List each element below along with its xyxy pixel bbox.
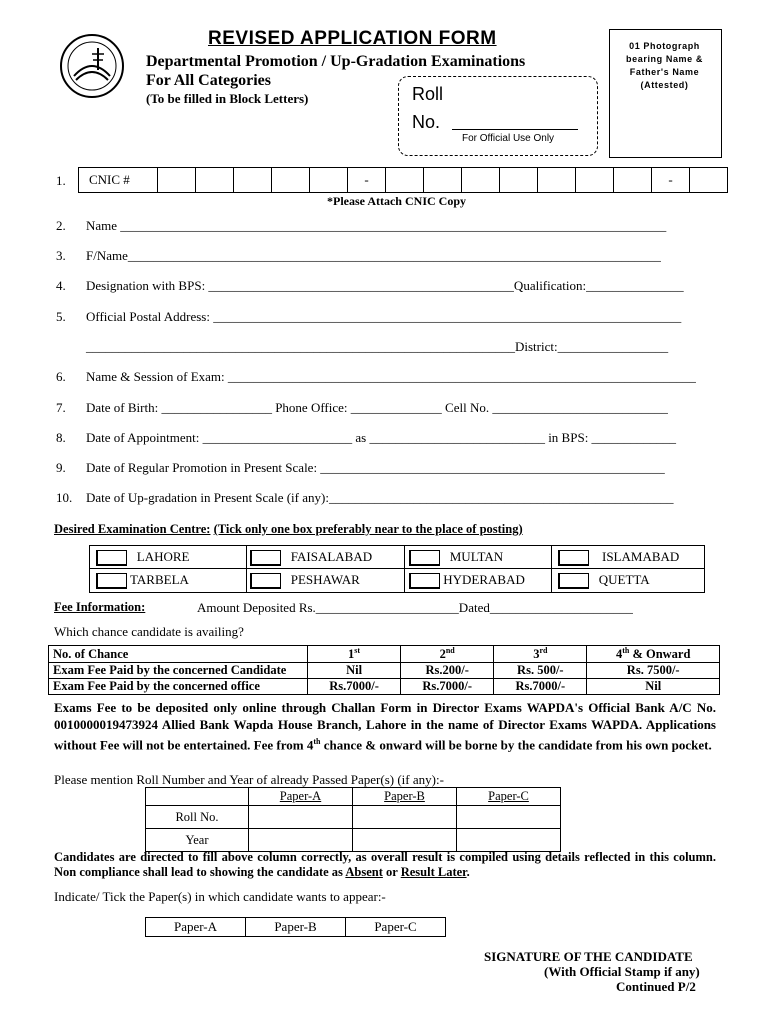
fee-header-3rd: 3rd <box>494 646 587 663</box>
district-field[interactable]: __________________________________________________________________District:_________________ <box>86 339 669 354</box>
cnic-digit[interactable] <box>462 168 500 193</box>
table-cell: Rs.7000/- <box>401 679 494 695</box>
input-cell[interactable] <box>249 829 353 852</box>
fee-notice: Exams Fee to be deposited only online through Challan Form in Director Exams WAPDA's Official Bank A/C No. 0010000019473924 Allied Bank Wapda House Branch, Lahore in the name of Director Exams WAPDA. Applications without Fee will not be entertained. Fee from 4th chance & onward will be borne by the candidate from his own pocket. <box>54 700 716 753</box>
field-number: 2. <box>56 218 66 233</box>
input-cell[interactable] <box>249 806 353 829</box>
checkbox-icon[interactable] <box>96 573 127 589</box>
form-instruction: (To be filled in Block Letters) <box>146 91 309 106</box>
checkbox-icon[interactable] <box>558 550 589 566</box>
fee-header-chance: No. of Chance <box>49 646 308 663</box>
centre-label: QUETTA <box>598 572 650 587</box>
paper-b-option[interactable]: Paper-B <box>246 918 346 937</box>
cnic-digit[interactable] <box>576 168 614 193</box>
paper-a-option[interactable]: Paper-A <box>146 918 246 937</box>
centre-label: PESHAWAR <box>290 572 360 587</box>
checkbox-icon[interactable] <box>409 550 440 566</box>
checkbox-icon[interactable] <box>409 573 440 589</box>
field-number: 7. <box>56 400 66 415</box>
centre-tarbela[interactable] <box>96 572 189 589</box>
cnic-label: CNIC # <box>79 168 158 193</box>
table-cell: Rs. 7500/- <box>587 663 720 679</box>
form-subtitle: Departmental Promotion / Up-Gradation Examinations <box>146 53 526 70</box>
field-number: 10. <box>56 490 73 505</box>
form-title: REVISED APPLICATION FORM <box>208 28 497 49</box>
cnic-digit[interactable] <box>690 168 728 193</box>
wapda-logo <box>60 34 124 98</box>
fee-header-4th: 4th & Onward <box>587 646 720 663</box>
table-header: Paper-C <box>457 788 561 806</box>
checkbox-icon[interactable] <box>250 573 281 589</box>
directive-notice: Candidates are directed to fill above column correctly, as overall result is compiled using details reflected in this column. Non compliance shall lead to showing the candidate as Absent or Result Later. <box>54 850 716 879</box>
input-cell[interactable] <box>457 829 561 852</box>
centre-heading <box>54 522 523 537</box>
field-number: 9. <box>56 460 66 475</box>
table-cell: Rs.200/- <box>401 663 494 679</box>
photo-line-3: Father's Name <box>629 67 700 77</box>
table-row <box>146 829 561 852</box>
fee-header-1st: 1st <box>308 646 401 663</box>
input-cell[interactable] <box>353 829 457 852</box>
centre-label: MULTAN <box>449 549 504 564</box>
centre-label: HYDERABAD <box>443 572 525 587</box>
amount-deposited-field[interactable]: Amount Deposited Rs.______________________Dated______________________ <box>197 600 633 615</box>
table-row <box>146 788 561 806</box>
fee-info-label: Fee Information: <box>54 600 146 614</box>
field-number: 8. <box>56 430 66 445</box>
centre-hyderabad[interactable] <box>409 572 525 589</box>
birth-phone-cell-field[interactable]: Date of Birth: _________________ Phone Office: ______________ Cell No. ___________________________ <box>86 400 668 415</box>
table-header: Paper-A <box>249 788 353 806</box>
centre-peshawar[interactable] <box>250 572 360 589</box>
table-row <box>49 646 720 663</box>
name-field[interactable]: Name ____________________________________________________________________________________ <box>86 218 667 233</box>
table-cell: Rs.7000/- <box>494 679 587 695</box>
continued-note: Continued P/2 <box>616 979 696 994</box>
centre-label: LAHORE <box>136 549 190 564</box>
centre-label: TARBELA <box>130 572 189 587</box>
paper-c-option[interactable]: Paper-C <box>346 918 446 937</box>
field-number: 3. <box>56 248 66 263</box>
cnic-dash: - <box>348 168 386 193</box>
photograph-instruction <box>612 40 717 92</box>
field-number: 4. <box>56 278 66 293</box>
official-use-note: For Official Use Only <box>462 133 555 144</box>
centre-multan[interactable] <box>409 549 503 566</box>
regular-promotion-field[interactable]: Date of Regular Promotion in Present Scale: _____________________________________________________ <box>86 460 665 475</box>
table-cell <box>146 788 249 806</box>
cnic-digit[interactable] <box>386 168 424 193</box>
centre-label: ISLAMABAD <box>602 549 680 564</box>
cnic-digit[interactable] <box>234 168 272 193</box>
upgradation-field[interactable]: Date of Up-gradation in Present Scale (if any):_____________________________________________________ <box>86 490 674 505</box>
table-cell: Nil <box>308 663 401 679</box>
appointment-field[interactable]: Date of Appointment: _______________________ as ___________________________ in BPS: _____________ <box>86 430 677 445</box>
table-cell: Exam Fee Paid by the concerned office <box>49 679 308 695</box>
checkbox-icon[interactable] <box>558 573 589 589</box>
stamp-note: (With Official Stamp if any) <box>544 964 700 979</box>
centre-label: FAISALABAD <box>290 549 373 564</box>
row-label: Roll No. <box>146 806 249 829</box>
cnic-digit[interactable] <box>614 168 652 193</box>
cnic-digit[interactable] <box>424 168 462 193</box>
cnic-note: *Please Attach CNIC Copy <box>327 194 466 208</box>
passed-papers-table <box>145 787 561 852</box>
table-row <box>49 663 720 679</box>
indicate-prompt: Indicate/ Tick the Paper(s) in which candidate wants to appear:- <box>54 889 386 904</box>
table-cell: Rs. 500/- <box>494 663 587 679</box>
centre-lahore[interactable] <box>96 549 189 566</box>
father-name-field[interactable]: F/Name__________________________________________________________________________________ <box>86 248 661 263</box>
photo-line-2: bearing Name & <box>626 54 703 64</box>
designation-qualification-field[interactable]: Designation with BPS: _______________________________________________Qualification:_______________ <box>86 278 684 293</box>
centre-quetta[interactable] <box>558 572 650 589</box>
centre-faisalabad[interactable] <box>250 549 372 566</box>
cnic-digit[interactable] <box>310 168 348 193</box>
input-cell[interactable] <box>353 806 457 829</box>
checkbox-icon[interactable] <box>250 550 281 566</box>
form-category: For All Categories <box>146 72 272 89</box>
centre-heading-instruction: (Tick only one box preferably near to the place of posting) <box>213 522 523 536</box>
field-number: 5. <box>56 309 66 324</box>
exam-session-field[interactable]: Name & Session of Exam: ________________________________________________________________________ <box>86 369 696 384</box>
row-label: Year <box>146 829 249 852</box>
table-header: Paper-B <box>353 788 457 806</box>
table-cell: Nil <box>587 679 720 695</box>
cnic-field[interactable] <box>78 167 728 193</box>
checkbox-icon[interactable] <box>96 550 127 566</box>
photo-line-4: (Attested) <box>640 80 689 90</box>
roll-label: Roll <box>412 84 444 104</box>
cnic-digit[interactable] <box>272 168 310 193</box>
table-row <box>49 679 720 695</box>
photo-line-1: 01 Photograph <box>629 41 700 51</box>
appear-papers-table <box>145 917 446 937</box>
centre-islamabad[interactable] <box>558 549 679 566</box>
cnic-digit[interactable] <box>538 168 576 193</box>
table-cell: Exam Fee Paid by the concerned Candidate <box>49 663 308 679</box>
centre-heading-label: Desired Examination Centre: <box>54 522 211 536</box>
chance-question: Which chance candidate is availing? <box>54 624 244 639</box>
fee-table <box>48 645 720 695</box>
passed-papers-prompt: Please mention Roll Number and Year of already Passed Paper(s) (if any):- <box>54 772 444 787</box>
fee-header-2nd: 2nd <box>401 646 494 663</box>
input-cell[interactable] <box>457 806 561 829</box>
roll-number-field[interactable] <box>452 129 578 130</box>
cnic-digit[interactable] <box>196 168 234 193</box>
roll-no-label: No. <box>412 112 441 132</box>
field-number: 1. <box>56 173 66 188</box>
cnic-digit[interactable] <box>158 168 196 193</box>
field-number: 6. <box>56 369 66 384</box>
postal-address-field[interactable]: Official Postal Address: ________________________________________________________________________ <box>86 309 682 324</box>
table-row <box>146 806 561 829</box>
cnic-digit[interactable] <box>500 168 538 193</box>
cnic-dash: - <box>652 168 690 193</box>
signature-label: SIGNATURE OF THE CANDIDATE <box>484 949 693 964</box>
table-cell: Rs.7000/- <box>308 679 401 695</box>
table-row <box>146 918 446 937</box>
